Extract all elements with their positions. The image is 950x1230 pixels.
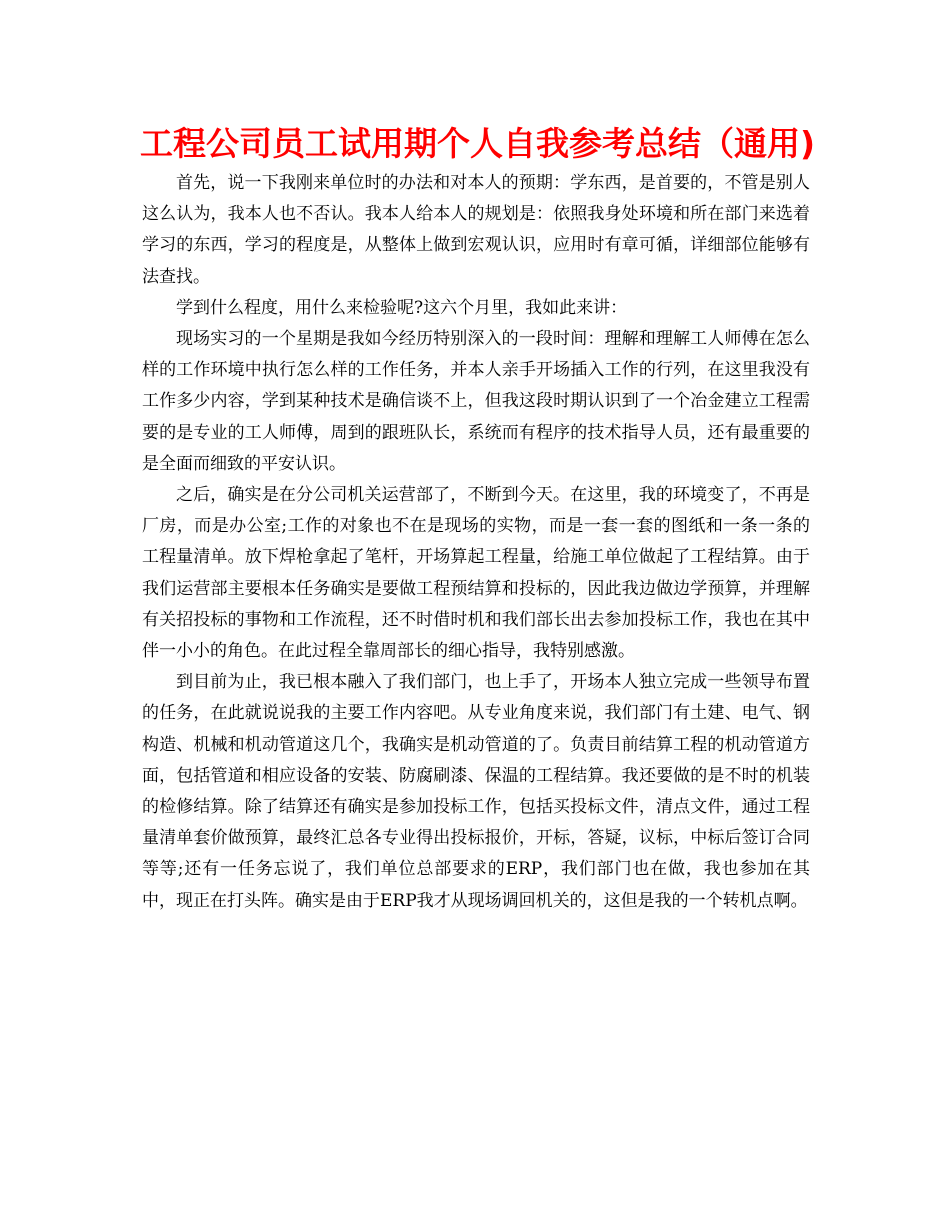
paragraph-3: 现场实习的一个星期是我如今经历特别深入的一段时间：理解和理解工人师傅在怎么样的工作环境中执行怎么样的工作任务，并本人亲手开场插入工作的行列，在这里我没有工作多少内容，学到某种技术是确信谈不上，但我这段时期认识到了一个冶金建立工程需要的是专业的工人师傅，周到的跟班队长，系统而有程序的技术指导人员，还有最重要的是全面而细致的平安认识。 (142, 329, 810, 474)
paragraph-1: 首先，说一下我刚来单位时的办法和对本人的预期：学东西，是首要的，不管是别人这么认为，我本人也不否认。我本人给本人的规划是：依照我身处环境和所在部门来选着学习的东西，学习的程度是，从整体上做到宏观认识，应用时有章可循，详细部位能够有法查找。 (142, 173, 810, 287)
document-title: 工程公司员工试用期个人自我参考总结（通用) (140, 124, 816, 163)
paragraph-5: 到目前为止，我已根本融入了我们部门，也上手了，开场本人独立完成一些领导布置的任务，在此就说说我的主要工作内容吧。从专业角度来说，我们部门有土建、电气、钢构造、机械和机动管道这几个，我确实是机动管道的了。负责目前结算工程的机动管道方面，包括管道和相应设备的安装、防腐刷漆、保温的工程结算。我还要做的是不时的机装的检修结算。除了结算还有确实是参加投标工作，包括买投标文件，清点文件，通过工程量清单套价做预算，最终汇总各专业得出投标报价，开标，答疑，议标，中标后签订合同等等;还有一任务忘说了，我们单位总部要求的ERP，我们部门也在做，我也参加在其中，现正在打头阵。确实是由于ERP我才从现场调回机关的，这但是我的一个转机点啊。 (142, 672, 810, 911)
paragraph-2: 学到什么程度，用什么来检验呢?这六个月里，我如此来讲： (176, 297, 628, 318)
document-body (142, 168, 810, 917)
paragraph-4: 之后，确实是在分公司机关运营部了，不断到今天。在这里，我的环境变了，不再是厂房，而是办公室;工作的对象也不在是现场的实物，而是一套一套的图纸和一条一条的工程量清单。放下焊枪拿起了笔杆，开场算起工程量，给施工单位做起了工程结算。由于我们运营部主要根本任务确实是要做工程预结算和投标的，因此我边做边学预算，并理解有关招投标的事物和工作流程，还不时借时机和我们部长出去参加投标工作，我也在其中伴一小小的角色。在此过程全靠周部长的细心指导，我特别感激。 (142, 485, 810, 662)
